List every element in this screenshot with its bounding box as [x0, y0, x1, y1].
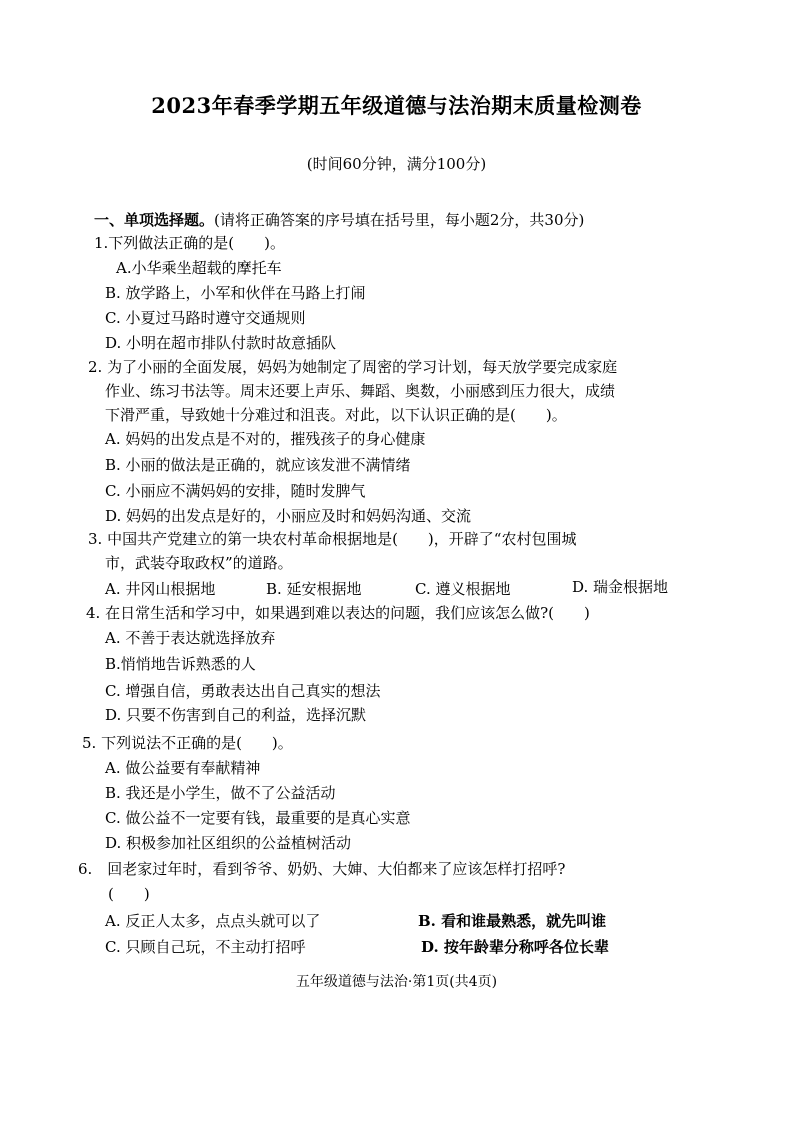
q5-option-d: D. 积极参加社区组织的公益植树活动 — [105, 834, 352, 852]
q5-option-a: A. 做公益要有奉献精神 — [105, 759, 261, 777]
q1-stem: 1.下列做法正确的是( )。 — [94, 234, 286, 252]
q1-option-c: C. 小夏过马路时遵守交通规则 — [105, 309, 306, 327]
q6-option-a: A. 反正人太多，点点头就可以了 — [105, 912, 321, 930]
q2-stem-line1: 2. 为了小丽的全面发展，妈妈为她制定了周密的学习计划，每天放学要完成家庭 — [88, 358, 618, 376]
page-footer: 五年级道德与法治·第1页(共4页) — [295, 974, 498, 990]
q4-option-d: D. 只要不伤害到自己的利益，选择沉默 — [105, 706, 367, 724]
q2-stem-line3: 下滑严重，导致她十分难过和沮丧。对此，以下认识正确的是( )。 — [105, 406, 567, 424]
q6-option-b: B. 看和谁最熟悉，就先叫谁 — [418, 912, 607, 930]
q1-option-d: D. 小明在超市排队付款时故意插队 — [105, 334, 337, 352]
q5-option-c: C. 做公益不一定要有钱，最重要的是真心实意 — [105, 809, 411, 827]
q3-stem-line2: 市，武装夺取政权”的道路。 — [105, 554, 293, 572]
q5-stem: 5. 下列说法不正确的是( )。 — [82, 734, 293, 752]
q4-option-b: B.悄悄地告诉熟悉的人 — [105, 655, 256, 673]
q5-option-b: B. 我还是小学生，做不了公益活动 — [105, 784, 336, 802]
q4-option-c: C. 增强自信，勇敢表达出自己真实的想法 — [105, 682, 381, 700]
q6-answer-blank: ( ) — [108, 885, 150, 903]
q4-stem: 4. 在日常生活和学习中，如果遇到难以表达的问题，我们应该怎么做?( ) — [86, 604, 590, 622]
q6-option-c: C. 只顾自己玩，不主动打招呼 — [105, 938, 306, 956]
section-instruction: (请将正确答案的序号填在括号里，每小题2分，共30分) — [214, 211, 585, 229]
q6-option-d: D. 按年龄辈分称呼各位长辈 — [421, 938, 609, 956]
q1-option-a: A.小华乘坐超载的摩托车 — [116, 259, 282, 277]
q3-option-d: D. 瑞金根据地 — [572, 578, 669, 596]
section-heading — [94, 209, 584, 230]
q2-stem-line2: 作业、练习书法等。周末还要上声乐、舞蹈、奥数，小丽感到压力很大，成绩 — [105, 382, 616, 400]
exam-time-score: (时间60分钟，满分100分) — [306, 155, 487, 173]
q2-option-d: D. 妈妈的出发点是好的，小丽应及时和妈妈沟通、交流 — [105, 507, 472, 525]
q3-option-a: A. 井冈山根据地 — [105, 580, 216, 598]
q3-stem-line1: 3. 中国共产党建立的第一块农村革命根据地是( )，开辟了“农村包围城 — [88, 530, 577, 548]
q3-option-b: B. 延安根据地 — [266, 580, 362, 598]
q3-option-c: C. 遵义根据地 — [415, 580, 511, 598]
q1-option-b: B. 放学路上，小军和伙伴在马路上打闹 — [105, 284, 366, 302]
q2-option-b: B. 小丽的做法是正确的，就应该发泄不满情绪 — [105, 456, 411, 474]
page-title: 2023年春季学期五年级道德与法治期末质量检测卷 — [151, 93, 642, 118]
q6-stem: 6. 回老家过年时，看到爷爷、奶奶、大婶、大伯都来了应该怎样打招呼? — [78, 860, 566, 878]
q2-option-c: C. 小丽应不满妈妈的安排，随时发脾气 — [105, 482, 366, 500]
q2-option-a: A. 妈妈的出发点是不对的，摧残孩子的身心健康 — [105, 430, 426, 448]
q4-option-a: A. 不善于表达就选择放弃 — [105, 629, 276, 647]
section-title: 一、单项选择题。 — [94, 211, 215, 229]
